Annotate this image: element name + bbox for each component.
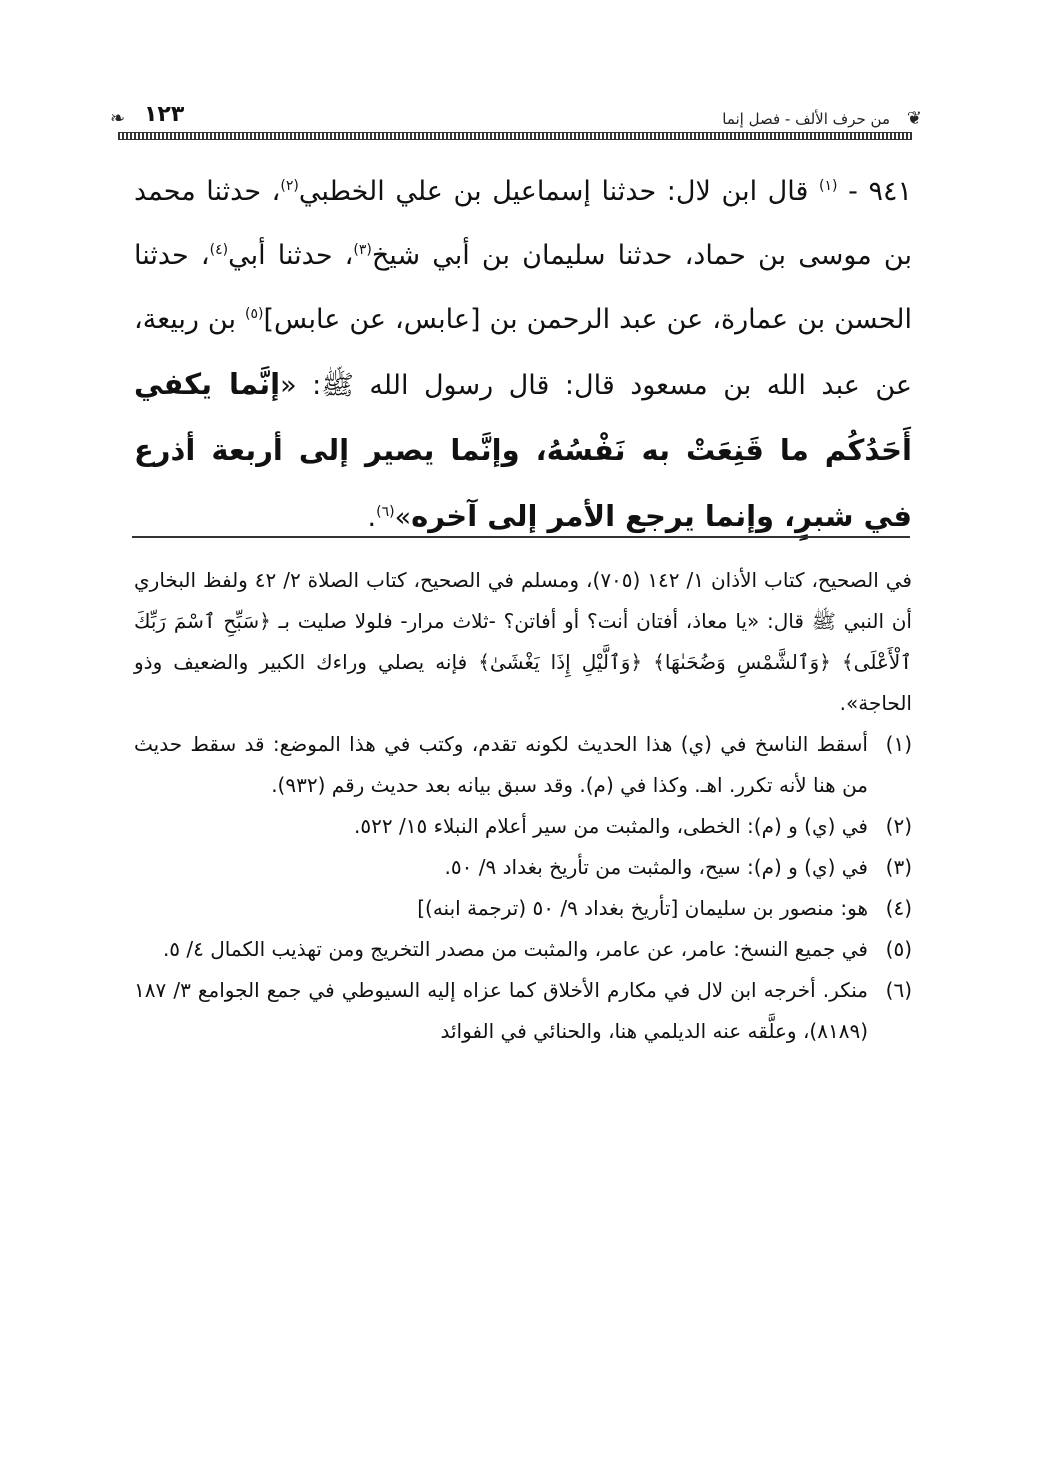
footnote-number: (١) bbox=[885, 732, 912, 756]
footnote-ref: (٤) bbox=[209, 242, 229, 258]
footnote-separator bbox=[132, 536, 910, 538]
footnote-ref: (٥) bbox=[245, 306, 264, 322]
footnote-item bbox=[134, 806, 912, 847]
footnote-number: (٣) bbox=[885, 855, 912, 879]
ornament-icon: ❧ bbox=[110, 108, 126, 129]
footnote-item bbox=[134, 929, 912, 970]
footnote-text: هو: منصور بن سليمان [تأريخ بغداد ٩/ ٥٠ (ترجمة ابنه)] bbox=[417, 896, 868, 920]
footnote-ref: (٦) bbox=[376, 504, 395, 520]
footnote-ref: (٣) bbox=[353, 242, 372, 258]
footnote-ref: (٢) bbox=[280, 178, 299, 194]
hadith-matn: إنَّما يكفي أَحَدُكُم ما قَنِعَتْ به نَفْسُهُ، وإنَّما يصير إلى أربعة أذرع في شبرٍ، وإنما يرجع الأمر إلى آخره bbox=[134, 367, 912, 533]
footnote-item bbox=[134, 888, 912, 929]
footnote-item bbox=[134, 724, 912, 806]
footnote-text: منكر. أخرجه ابن لال في مكارم الأخلاق كما عزاه إليه السيوطي في جمع الجوامع ٣/ ١٨٧ (٨١٨٩)، وعلَّقه عنه الديلمي هنا، والحنائي في الفوائد bbox=[134, 978, 868, 1043]
hadith-block bbox=[134, 160, 912, 550]
footnote-text: في (ي) و (م): الخطى، والمثبت من سير أعلام النبلاء ١٥/ ٥٢٢. bbox=[354, 814, 868, 838]
footnote-number: (٢) bbox=[885, 814, 912, 838]
footnote-ref: (١) bbox=[819, 178, 838, 194]
footnote-text: في (ي) و (م): سيح، والمثبت من تأريخ بغداد ٩/ ٥٠. bbox=[444, 855, 868, 879]
footnote-number: (٦) bbox=[885, 978, 912, 1002]
footnote-number: (٥) bbox=[885, 937, 912, 961]
running-title: من حرف الألف - فصل إنما bbox=[722, 110, 890, 128]
footnote-item bbox=[134, 970, 912, 1052]
footnote-number: (٤) bbox=[885, 896, 912, 920]
footnotes bbox=[134, 560, 912, 1052]
hadith-text: ٩٤١ - $^{(١)}$ قال ابن لال: حدثنا إسماعيل بن علي الخطبي$^{(٢)}$، حدثنا محمد بن موسى بن حماد، حدثنا سليمان بن أبي شيخ$^{(٣)}$، حدثنا أبي$^{(٤)}$، حدثنا الحسن بن عمارة، عن عبد الرحمن بن [عابس، عن عابس]$^{(٥)}$ بن ربيعة، عن عبد الله بن مسعود قال: قال رسول الله ﷺ: «إنَّما يكفي أَحَدُكُم ما قَنِعَتْ به نَفْسُهُ، وإنَّما يصير إلى أربعة أذرع في شبرٍ، وإنما يرجع الأمر إلى آخره»$^{(٦)}$. bbox=[134, 176, 912, 533]
header-rule bbox=[118, 132, 912, 140]
footnote-text: أسقط الناسخ في (ي) هذا الحديث لكونه تقدم، وكتب في هذا الموضع: قد سقط حديث من هنا لأنه تكرر. اهـ. وكذا في (م). وقد سبق بيانه بعد حديث رقم (٩٣٢). bbox=[134, 732, 868, 797]
ornament-icon: ❦ bbox=[906, 108, 922, 129]
footnote-text: في جميع النسخ: عامر، عن عامر، والمثبت من مصدر التخريج ومن تهذيب الكمال ٤/ ٥. bbox=[162, 937, 868, 961]
footnote-item bbox=[134, 847, 912, 888]
footnote-continuation: في الصحيح، كتاب الأذان ١/ ١٤٢ (٧٠٥)، ومسلم في الصحيح، كتاب الصلاة ٢/ ٤٢ ولفظ البخاري أن النبي ﷺ قال: «يا معاذ، أفتان أنت؟ أو أفاتن؟ -ثلاث مرار- فلولا صليت بـ ﴿سَبِّحِ ٱسْمَ رَبِّكَ ٱلْأَعْلَى﴾ ﴿وَٱلشَّمْسِ وَضُحَىٰهَا﴾ ﴿وَٱلَّيْلِ إِذَا يَغْشَىٰ﴾ فإنه يصلي وراءك الكبير والضعيف وذو الحاجة». bbox=[134, 568, 912, 715]
page-number: ١٢٣ bbox=[144, 102, 185, 127]
